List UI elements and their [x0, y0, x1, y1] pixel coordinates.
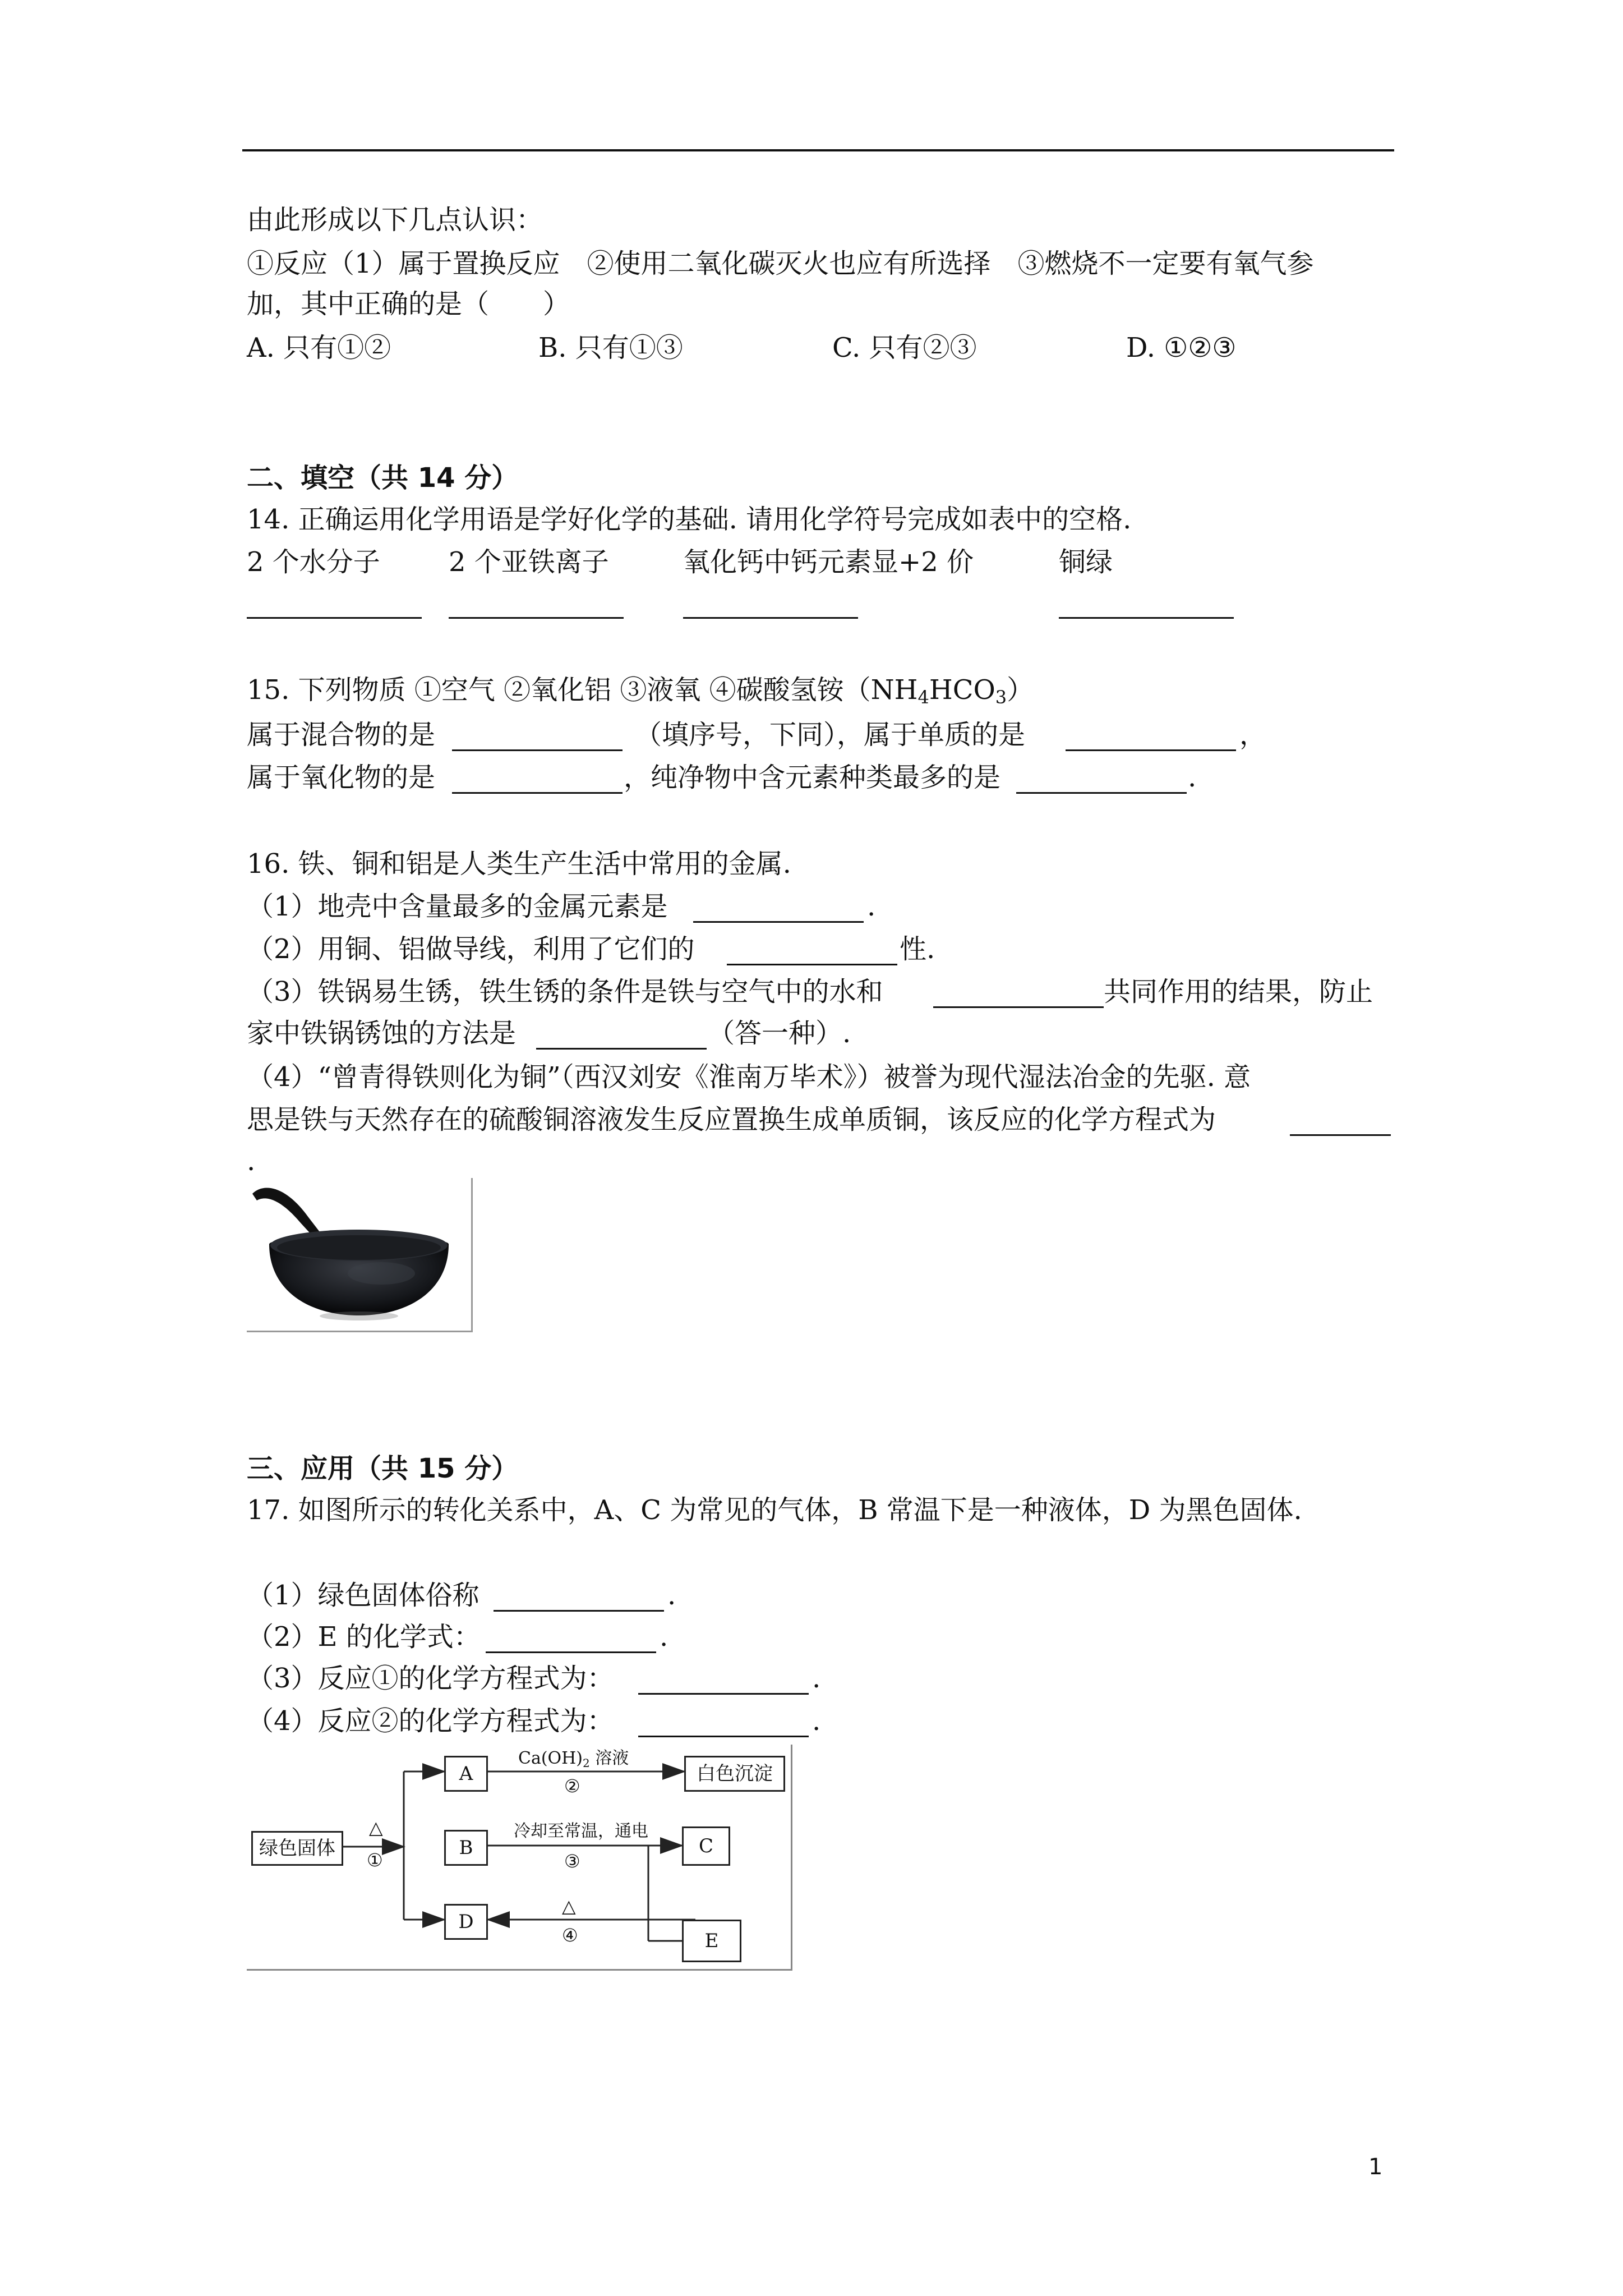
node-b	[444, 1830, 488, 1866]
header-rule	[242, 149, 1394, 151]
q15-line3-b: ，纯净物中含元素种类最多的是	[624, 762, 1001, 793]
q17-blank-3[interactable]	[638, 1693, 809, 1695]
q17-blank-1[interactable]	[494, 1610, 664, 1612]
q15-line3-a: 属于氧化物的是	[247, 762, 436, 793]
q16-part1: （1）地壳中含量最多的金属元素是	[247, 891, 668, 922]
q15-sub-4: 4	[917, 687, 929, 708]
q15-hco: HCO	[929, 674, 995, 706]
q15-blank-element[interactable]	[1066, 749, 1236, 751]
q13-intro: 由此形成以下几点认识：	[247, 204, 543, 236]
page-number: 1	[1368, 2154, 1383, 2180]
wok-image	[247, 1178, 473, 1332]
reagent-solution: 溶液	[589, 1749, 629, 1768]
q13-statements: ①反应（1）属于置换反应 ②使用二氧化碳灭火也应有所选择 ③燃烧不一定要有氧气参	[247, 248, 1314, 279]
q15-blank-most-elements[interactable]	[1016, 792, 1187, 794]
q16-part3-d: （答一种）.	[708, 1018, 851, 1049]
q16-blank-4[interactable]	[536, 1048, 707, 1050]
q15-line2-c: ，	[1239, 719, 1267, 751]
q17-part4: （4）反应②的化学方程式为：	[247, 1705, 614, 1737]
reaction-diagram	[247, 1745, 792, 1971]
q17-part1: （1）绿色固体俗称	[247, 1580, 479, 1611]
reagent-formula: Ca(OH)	[518, 1749, 583, 1768]
q16-part2: （2）用铜、铝做导线，利用了它们的	[247, 933, 695, 965]
q16-part4: （4）“曾青得铁则化为铜”（西汉刘安《淮南万毕术》）被誉为现代湿法冶金的先驱. 意	[247, 1061, 1251, 1093]
q16-blank-2[interactable]	[727, 964, 897, 965]
option-c: C. 只有②③	[832, 332, 977, 364]
node-d	[444, 1904, 488, 1940]
q15-close: ）	[1007, 674, 1034, 706]
node-green-solid-label: 绿色固体	[259, 1837, 335, 1860]
q17-part2: （2）E 的化学式：	[247, 1621, 481, 1653]
q15-line2-a: 属于混合物的是	[247, 719, 436, 751]
option-b: B. 只有①③	[538, 332, 683, 364]
reaction-num-3: ③	[564, 1851, 580, 1872]
q16-part1-end: .	[867, 891, 876, 922]
q14-item-water: 2 个水分子	[247, 546, 380, 578]
q14-blank-2[interactable]	[449, 617, 624, 619]
q14-item-verdigris: 铜绿	[1059, 546, 1113, 578]
q16-blank-1[interactable]	[693, 921, 864, 923]
wok-icon	[247, 1178, 471, 1331]
option-a: A. 只有①②	[247, 332, 391, 364]
q16-blank-3[interactable]	[933, 1006, 1104, 1008]
reagent-sub: 2	[583, 1756, 590, 1770]
node-a	[444, 1756, 488, 1792]
section3-heading: 三、应用（共 15 分）	[247, 1453, 519, 1484]
q15-stem	[247, 673, 1034, 714]
q14-blank-1[interactable]	[247, 617, 422, 619]
node-b-label: B	[459, 1837, 473, 1859]
q15-sub-3: 3	[995, 687, 1007, 708]
node-c	[682, 1826, 730, 1866]
q14-blank-3[interactable]	[683, 617, 858, 619]
q14-item-ferrous: 2 个亚铁离子	[449, 546, 609, 578]
heat-label-4: △	[562, 1895, 576, 1917]
cool-electrolysis-label: 冷却至常温，通电	[514, 1821, 648, 1841]
q13-question: 加，其中正确的是（ ）	[247, 288, 570, 320]
q16-part4-b: 思是铁与天然存在的硫酸铜溶液发生反应置换生成单质铜，该反应的化学方程式为	[247, 1104, 1216, 1135]
node-e	[682, 1920, 741, 1962]
q16-part4-end: .	[247, 1145, 256, 1177]
node-a-label: A	[459, 1763, 473, 1785]
q16-part2-end: 性.	[900, 933, 935, 965]
q17-part1-dot: .	[667, 1580, 676, 1611]
q15-line3-c: .	[1188, 762, 1197, 793]
q17-part2-dot: .	[660, 1621, 668, 1653]
q15-stem-text: 15. 下列物质 ①空气 ②氧化铝 ③液氧 ④碳酸氢铵（NH	[247, 674, 918, 706]
node-d-label: D	[458, 1911, 474, 1933]
q16-part3-b: 共同作用的结果，防止	[1104, 976, 1373, 1007]
q17-blank-2[interactable]	[486, 1651, 656, 1653]
q14-item-calcium: 氧化钙中钙元素显+2 价	[683, 546, 974, 578]
reaction-num-1: ①	[367, 1849, 383, 1871]
reagent-label	[518, 1748, 629, 1774]
q15-blank-oxide[interactable]	[452, 792, 623, 794]
heat-label-1: △	[369, 1817, 383, 1838]
q13-options	[0, 331, 1623, 365]
q15-line2-b: （填序号，下同），属于单质的是	[635, 719, 1026, 751]
reaction-num-4: ④	[562, 1925, 578, 1946]
section2-heading: 二、填空（共 14 分）	[247, 462, 519, 494]
q17-part3: （3）反应①的化学方程式为：	[247, 1663, 614, 1694]
q14-blank-4[interactable]	[1059, 617, 1234, 619]
option-d: D. ①②③	[1126, 332, 1237, 364]
q16-stem: 16. 铁、铜和铝是人类生产生活中常用的金属.	[247, 848, 791, 880]
node-e-label: E	[704, 1930, 719, 1952]
node-white-ppt	[684, 1756, 785, 1792]
node-c-label: C	[698, 1835, 713, 1857]
q17-part3-dot: .	[812, 1663, 821, 1694]
q15-blank-mixture[interactable]	[452, 749, 623, 751]
q17-part4-dot: .	[812, 1705, 821, 1737]
q16-part3-c: 家中铁锅锈蚀的方法是	[247, 1018, 517, 1049]
node-white-ppt-label: 白色沉淀	[697, 1763, 773, 1785]
q16-part3: （3）铁锅易生锈，铁生锈的条件是铁与空气中的水和	[247, 976, 883, 1007]
reaction-num-2: ②	[564, 1775, 580, 1797]
node-green-solid	[251, 1831, 343, 1866]
q14-stem: 14. 正确运用化学用语是学好化学的基础. 请用化学符号完成如表中的空格.	[247, 504, 1132, 535]
q16-blank-5[interactable]	[1290, 1134, 1391, 1136]
q17-stem: 17. 如图所示的转化关系中，A、C 为常见的气体，B 常温下是一种液体，D 为黑色固体.	[247, 1494, 1302, 1526]
q17-blank-4[interactable]	[638, 1736, 809, 1737]
